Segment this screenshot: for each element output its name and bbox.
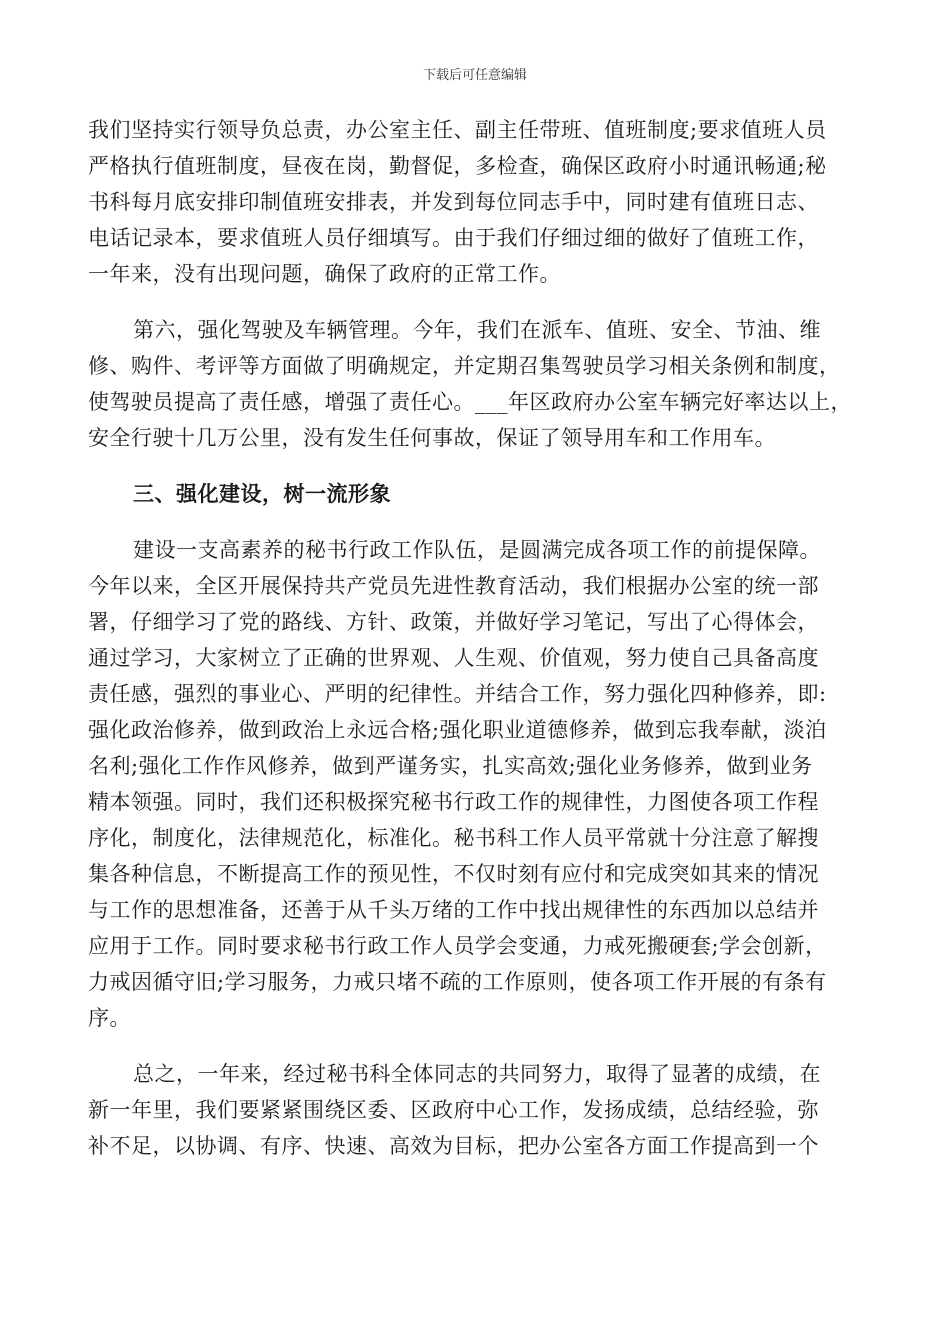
text-line: 今年以来，全区开展保持共产党员先进性教育活动，我们根据办公室的统一部 (88, 574, 819, 598)
paragraph-gap (88, 292, 860, 312)
text-line: 集各种信息，不断提高工作的预见性，不仅时刻有应付和完成突如其来的情况 (88, 862, 819, 886)
text-line: 严格执行值班制度，昼夜在岗，勤督促，多检查，确保区政府小时通讯畅通;秘 (88, 154, 827, 178)
paragraph-duty (88, 112, 860, 292)
text-line: 应用于工作。同时要求秘书行政工作人员学会变通，力戒死搬硬套;学会创新， (88, 934, 827, 958)
text-line: 强化政治修养，做到政治上永远合格;强化职业道德修养，做到忘我奉献，淡泊 (88, 718, 827, 742)
document-body (88, 112, 860, 1164)
paragraph-gap (88, 1036, 860, 1056)
text-line: 序化，制度化，法律规范化，标准化。秘书科工作人员平常就十分注意了解搜 (88, 826, 819, 850)
text-line: 电话记录本，要求值班人员仔细填写。由于我们仔细过细的做好了值班工作， (88, 226, 819, 250)
text-line: 补不足，以协调、有序、快速、高效为目标，把办公室各方面工作提高到一个 (88, 1134, 819, 1158)
text-line: 一年来，没有出现问题，确保了政府的正常工作。 (88, 262, 561, 286)
text-line: 力戒因循守旧;学习服务，力戒只堵不疏的工作原则，使各项工作开展的有条有 (88, 970, 827, 994)
text-line: 修、购件、考评等方面做了明确规定，并定期召集驾驶员学习相关条例和制度， (88, 354, 841, 378)
text-line: 名利;强化工作作风修养，做到严谨务实，扎实高效;强化业务修养，做到业务 (88, 754, 813, 778)
paragraph-team-building (88, 532, 860, 1036)
text-line: 与工作的思想准备，还善于从千头万绪的工作中找出规律性的东西加以总结并 (88, 898, 819, 922)
paragraph-vehicles (88, 312, 860, 456)
paragraph-gap (88, 456, 860, 476)
text-line: 责任感，强烈的事业心、严明的纪律性。并结合工作，努力强化四种修养，即: (88, 682, 827, 706)
paragraph-summary (88, 1056, 860, 1164)
text-line: 书科每月底安排印制值班安排表，并发到每位同志手中，同时建有值班日志、 (88, 190, 819, 214)
text-line: 通过学习，大家树立了正确的世界观、人生观、价值观，努力使自己具备高度 (88, 646, 819, 670)
text-line: 署，仔细学习了党的路线、方针、政策，并做好学习笔记，写出了心得体会， (88, 610, 819, 634)
text-line: 使驾驶员提高了责任感，增强了责任心。___年区政府办公室车辆完好率达以上， (88, 390, 852, 414)
text-line: 总之，一年来，经过秘书科全体同志的共同努力，取得了显著的成绩，在 (133, 1062, 821, 1086)
text-line: 精本领强。同时，我们还积极探究秘书行政工作的规律性，力图使各项工作程 (88, 790, 819, 814)
text-line: 第六，强化驾驶及车辆管理。今年，我们在派车、值班、安全、节油、维 (133, 318, 821, 342)
text-line: 新一年里，我们要紧紧围绕区委、区政府中心工作，发扬成绩，总结经验，弥 (88, 1098, 819, 1122)
section-heading: 三、强化建设，树一流形象 (133, 481, 391, 506)
text-line: 序。 (88, 1006, 131, 1030)
text-line: 建设一支高素养的秘书行政工作队伍，是圆满完成各项工作的前提保障。 (133, 538, 821, 562)
paragraph-gap (88, 512, 860, 532)
text-line: 安全行驶十几万公里，没有发生任何事故，保证了领导用车和工作用车。 (88, 426, 776, 450)
text-line: 我们坚持实行领导负总责，办公室主任、副主任带班、值班制度;要求值班人员 (88, 118, 827, 142)
page-header: 下载后可任意编辑 (422, 68, 527, 83)
